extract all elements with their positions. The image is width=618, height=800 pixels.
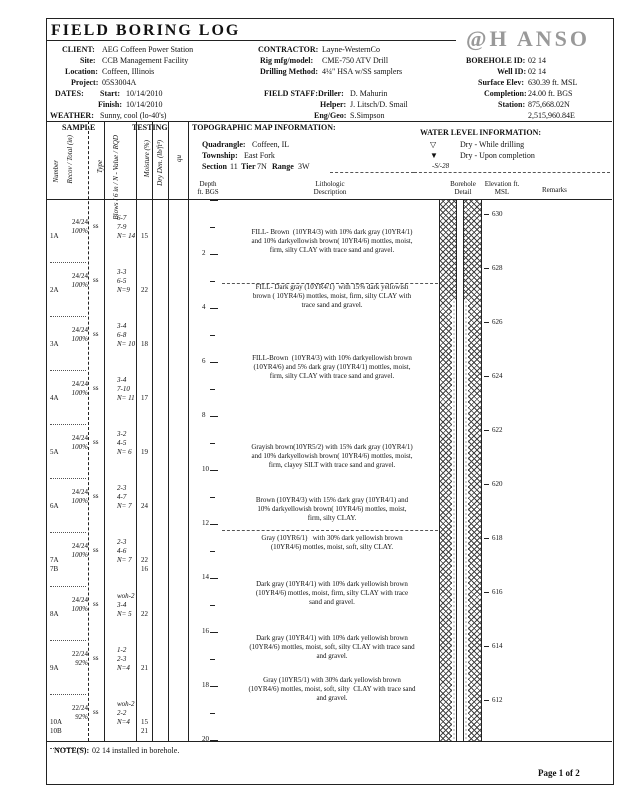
driller-label: Driller: [318, 89, 344, 98]
sample-number: 8A [50, 610, 59, 618]
col-borehole: Borehole Detail [450, 180, 476, 196]
sample-moisture: 24 [141, 502, 148, 510]
sample-moisture: 15 21 [141, 718, 148, 735]
sample-type: ss [93, 384, 99, 392]
sample-separator [50, 694, 86, 695]
notes-label: NOTE(S): [54, 746, 90, 755]
elevation-tick [484, 430, 489, 431]
weather-label: WEATHER: [50, 111, 94, 120]
description-block: FILL- Brown (10YR4/3) with 10% dark gray (10YR4/1) and 10% darkyellowish brown( 10YR4/6) mottles, moist, firm, silty CLAY with trace sand and gravel. [251, 228, 413, 254]
title-rule [46, 40, 456, 41]
sample-blows: 6-7 7-9 N= 14 [117, 214, 136, 240]
helper-label: Helper: [320, 100, 347, 109]
sample-moisture: 18 [141, 340, 148, 348]
sample-type: ss [93, 654, 99, 662]
depth-label: 18 [202, 681, 209, 689]
elevation-tick [484, 646, 489, 647]
depth-tick [210, 443, 215, 444]
col-dry-density: Dry Den. (lb/ft³) [156, 140, 164, 186]
water-completion-icon: ▼ [430, 151, 438, 160]
depth-tick [210, 497, 215, 498]
elevation-tick [484, 268, 489, 269]
elevation-label: 616 [492, 588, 503, 596]
col-depth: Depth ft. BGS [197, 180, 219, 196]
col-elevation: Elevation ft. MSL [484, 180, 520, 196]
well-label: Well ID: [497, 67, 527, 76]
divider-moisture [136, 121, 137, 741]
sample-blows: 3-2 4-5 N= 6 [117, 430, 132, 456]
elev-label: Surface Elev: [478, 78, 524, 87]
sample-number: 2A [50, 286, 59, 294]
col-litho: Lithologic Description [313, 180, 347, 196]
description-block: Dark gray (10YR4/1) with 10% dark yellowish brown (10YR4/6) mottles, moist, soft, silty CLAY with trace sand and gravel. [249, 634, 415, 660]
sample-header: SAMPLE [62, 123, 96, 132]
dates-label: DATES: [55, 89, 84, 98]
log-title: FIELD BORING LOG [51, 22, 241, 39]
sample-separator [50, 532, 86, 533]
sample-separator [50, 262, 86, 263]
sample-blows: woh-2 3-4 N= 5 [117, 592, 135, 618]
description-block: Gray (10YR5/1) with 30% dark yellowish brown (10YR4/6) mottles, moist, soft, silty CLAY with trace sand and gravel. [248, 676, 416, 702]
sample-percent: 100% [71, 281, 88, 289]
depth-tick [210, 632, 218, 633]
geo-label: Eng/Geo: [314, 111, 347, 120]
depth-tick [210, 740, 218, 741]
divider-type [88, 121, 89, 741]
depth-label: 2 [202, 249, 206, 257]
method-label: Drilling Method: [260, 67, 318, 76]
completion-value: 24.00 ft. BGS [528, 89, 573, 98]
depth-tick [210, 308, 218, 309]
range-value: 3W [298, 162, 310, 171]
client-label: CLIENT: [62, 45, 95, 54]
sample-percent: 92% [75, 659, 88, 667]
depth-label: 20 [202, 735, 209, 743]
elev-value: 630.39 ft. MSL [528, 78, 578, 87]
description-block: Grayish brown(10YR5/2) with 15% dark gray (10YR4/1) and 10% darkyellowish brown( 10YR4/6) mottles, moist, firm, clayey SILT with trace sand and gravel. [251, 443, 413, 469]
sample-separator [50, 424, 86, 425]
borehole-label: BOREHOLE ID: [466, 56, 526, 65]
sample-type: ss [93, 330, 99, 338]
elevation-label: 612 [492, 696, 503, 704]
section-value: 11 [230, 162, 238, 171]
sample-percent: 100% [71, 605, 88, 613]
depth-tick [210, 200, 218, 201]
tier-value: 7N [257, 162, 267, 171]
tier-label: Tier [241, 162, 256, 171]
staff-label: FIELD STAFF: [264, 89, 318, 98]
station-value-2: 2,515,960.84E [528, 111, 575, 120]
range-label: Range [272, 162, 294, 171]
depth-tick [210, 686, 218, 687]
elevation-label: 626 [492, 318, 503, 326]
depth-label: 8 [202, 411, 206, 419]
sample-percent: 100% [71, 443, 88, 451]
township-label: Township: [202, 151, 238, 160]
description-block: Brown (10YR4/3) with 15% dark gray (10YR4/1) and 10% darkyellowish brown( 10YR4/6) mottles, moist, firm, silty CLAY. [255, 496, 409, 522]
sample-separator [50, 316, 86, 317]
well-value: 02 14 [528, 67, 546, 76]
water-title: WATER LEVEL INFORMATION: [420, 128, 542, 137]
sample-blows: 2-3 4-6 N= 7 [117, 538, 132, 564]
sample-separator [50, 370, 86, 371]
col-blows: Blows / 6 in / N - Value / RQD [112, 135, 120, 220]
completion-label: Completion: [484, 89, 527, 98]
sample-number: 7A 7B [50, 556, 59, 573]
location-value: Coffeen, Illinois [102, 67, 155, 76]
sample-moisture: 21 [141, 664, 148, 672]
elevation-tick [484, 376, 489, 377]
quad-label: Quadrangle: [202, 140, 246, 149]
depth-tick [210, 470, 218, 471]
contact-line [222, 530, 438, 531]
elevation-label: 620 [492, 480, 503, 488]
driller-value: D. Mahurin [350, 89, 388, 98]
sample-separator [50, 640, 86, 641]
sample-number: 4A [50, 394, 59, 402]
sample-blows: woh-2 2-2 N=4 [117, 700, 135, 726]
borehole-value: 02 14 [528, 56, 546, 65]
col-recov: Recov / Total (in) [66, 135, 74, 184]
description-block: FILL-Brown (10YR4/3) with 10% darkyellowish brown (10YR4/6) and 5% dark gray (10YR4/1) mottles, moist, firm, silty CLAY with trace sand and gravel. [252, 354, 412, 380]
sample-type: ss [93, 492, 99, 500]
sample-percent: 100% [71, 227, 88, 235]
depth-tick [210, 254, 218, 255]
contractor-value: Layne-WesternCo [322, 45, 380, 54]
rig-label: Rig mfg/model: [260, 56, 314, 65]
location-label: Location: [65, 67, 98, 76]
sample-blows: 3-4 7-10 N= 11 [117, 376, 135, 402]
client-value: AEG Coffeen Power Station [102, 45, 194, 54]
elevation-tick [484, 322, 489, 323]
elevation-tick [484, 214, 489, 215]
col-qu: qu [175, 155, 183, 162]
project-label: Project: [71, 78, 99, 87]
sample-recovery: 22/24 [72, 704, 88, 712]
sample-recovery: 22/24 [72, 650, 88, 658]
elevation-label: 624 [492, 372, 503, 380]
start-value: 10/14/2010 [126, 89, 163, 98]
sample-moisture: 22 [141, 286, 148, 294]
description-block: Dark gray (10YR4/1) with 10% dark yellowish brown (10YR4/6) mottles, moist, firm, silty CLAY with trace sand and gravel. [255, 580, 409, 606]
depth-tick [210, 281, 215, 282]
water-line-1: Dry - While drilling [460, 140, 525, 149]
helper-value: J. Litsch/D. Smail [350, 100, 408, 109]
project-value: 05S3004A [102, 78, 137, 87]
elevation-tick [484, 592, 489, 593]
rig-value: CME-750 ATV Drill [322, 56, 389, 65]
station-label: Station: [498, 100, 526, 109]
weather-value: Sunny, cool (lo-40's) [100, 111, 167, 120]
depth-label: 14 [202, 573, 209, 581]
sample-moisture: 19 [141, 448, 148, 456]
sample-blows: 3-4 6-8 N= 10 [117, 322, 136, 348]
notes-value: 02 14 installed in borehole. [92, 746, 180, 755]
sample-type: ss [93, 600, 99, 608]
sample-recovery: 24/24 [72, 488, 88, 496]
well-casing [456, 200, 464, 741]
testing-header: TESTING [132, 123, 168, 132]
header-rule [46, 121, 612, 122]
elevation-label: 628 [492, 264, 503, 272]
depth-tick [210, 389, 215, 390]
elevation-label: 614 [492, 642, 503, 650]
depth-tick [210, 605, 215, 606]
depth-label: 16 [202, 627, 209, 635]
depth-tick [210, 659, 215, 660]
water-line-3: -S/-28 [432, 162, 450, 170]
quad-value: Coffeen, IL [252, 140, 290, 149]
depth-tick [210, 524, 218, 525]
sample-number: 6A [50, 502, 59, 510]
sample-moisture: 22 16 [141, 556, 148, 573]
sample-type: ss [93, 546, 99, 554]
sample-type: ss [93, 276, 99, 284]
page-number: Page 1 of 2 [538, 768, 580, 778]
sample-percent: 100% [71, 389, 88, 397]
township-value: East Fork [244, 151, 275, 160]
sample-recovery: 24/24 [72, 596, 88, 604]
topo-title: TOPOGRAPHIC MAP INFORMATION: [192, 123, 336, 132]
depth-tick [210, 551, 215, 552]
sample-number: 1A [50, 232, 59, 240]
description-block: Gray (10YR6/1) with 30% dark yellowish brown (10YR4/6) mottles, moist, soft, silty CLAY. [261, 534, 403, 551]
sample-number: 9A [50, 664, 59, 672]
divider-blows [104, 121, 105, 741]
sample-percent: 100% [71, 551, 88, 559]
borehole-left-wall [439, 200, 440, 741]
sample-moisture: 15 [141, 232, 148, 240]
depth-tick [210, 416, 218, 417]
divider-dry [152, 121, 153, 741]
water-dash [414, 172, 610, 173]
depth-tick [210, 713, 215, 714]
sample-number: 5A [50, 448, 59, 456]
sample-moisture: 22 [141, 610, 148, 618]
borehole-right-wall [481, 200, 482, 741]
depth-label: 4 [202, 303, 206, 311]
contractor-label: CONTRACTOR: [258, 45, 319, 54]
sample-recovery: 24/24 [72, 272, 88, 280]
sample-recovery: 24/24 [72, 434, 88, 442]
topo-dash [330, 172, 414, 173]
sample-recovery: 24/24 [72, 380, 88, 388]
finish-label: Finish: [98, 100, 123, 109]
sample-percent: 92% [75, 713, 88, 721]
section-label: Section [202, 162, 227, 171]
water-dry-icon: ▽ [430, 140, 437, 149]
contact-line [222, 283, 438, 284]
depth-label: 6 [202, 357, 206, 365]
site-label: Site: [80, 56, 96, 65]
col-type: Type [96, 160, 104, 174]
depth-tick [210, 578, 218, 579]
geo-value: S.Simpson [350, 111, 385, 120]
body-bottom-rule [46, 741, 612, 742]
column-header-rule [46, 199, 612, 200]
sample-number: 10A 10B [50, 718, 63, 735]
company-logo: @H ANSO [466, 26, 590, 51]
elevation-tick [484, 538, 489, 539]
sample-number: 3A [50, 340, 59, 348]
description-block: FILL- Dark gray (10YR4/1) with 15% dark yellowish brown ( 10YR4/6) mottles, moist, firm, silty CLAY with trace sand and gravel. [252, 283, 412, 309]
elevation-label: 622 [492, 426, 503, 434]
sample-recovery: 24/24 [72, 326, 88, 334]
depth-label: 10 [202, 465, 209, 473]
finish-value: 10/14/2010 [126, 100, 163, 109]
divider-depth [188, 121, 189, 741]
method-value: 4¼" HSA w/SS samplers [322, 67, 403, 76]
elevation-tick [484, 484, 489, 485]
elevation-label: 630 [492, 210, 503, 218]
sample-recovery: 24/24 [72, 218, 88, 226]
depth-tick [210, 227, 215, 228]
divider-qu [168, 121, 169, 741]
col-number: Number [52, 160, 60, 183]
sample-recovery: 24/24 [72, 542, 88, 550]
sample-moisture: 17 [141, 394, 148, 402]
elevation-label: 618 [492, 534, 503, 542]
depth-label: 12 [202, 519, 209, 527]
sample-percent: 100% [71, 335, 88, 343]
sample-separator [50, 478, 86, 479]
sample-type: ss [93, 222, 99, 230]
sample-blows: 3-3 6-5 N=9 [117, 268, 130, 294]
col-moisture: Moisture (%) [143, 140, 151, 178]
sample-separator [50, 586, 86, 587]
col-remarks: Remarks [542, 186, 567, 194]
sample-blows: 1-2 2-3 N=4 [117, 646, 130, 672]
sample-blows: 2-3 4-7 N= 7 [117, 484, 132, 510]
station-value: 875,668.02N [528, 100, 570, 109]
site-value: CCB Management Facility [102, 56, 189, 65]
sample-percent: 100% [71, 497, 88, 505]
elevation-tick [484, 700, 489, 701]
sample-type: ss [93, 438, 99, 446]
depth-tick [210, 362, 218, 363]
start-label: Start: [100, 89, 120, 98]
water-line-2: Dry - Upon completion [460, 151, 535, 160]
sample-type: ss [93, 708, 99, 716]
depth-tick [210, 335, 215, 336]
